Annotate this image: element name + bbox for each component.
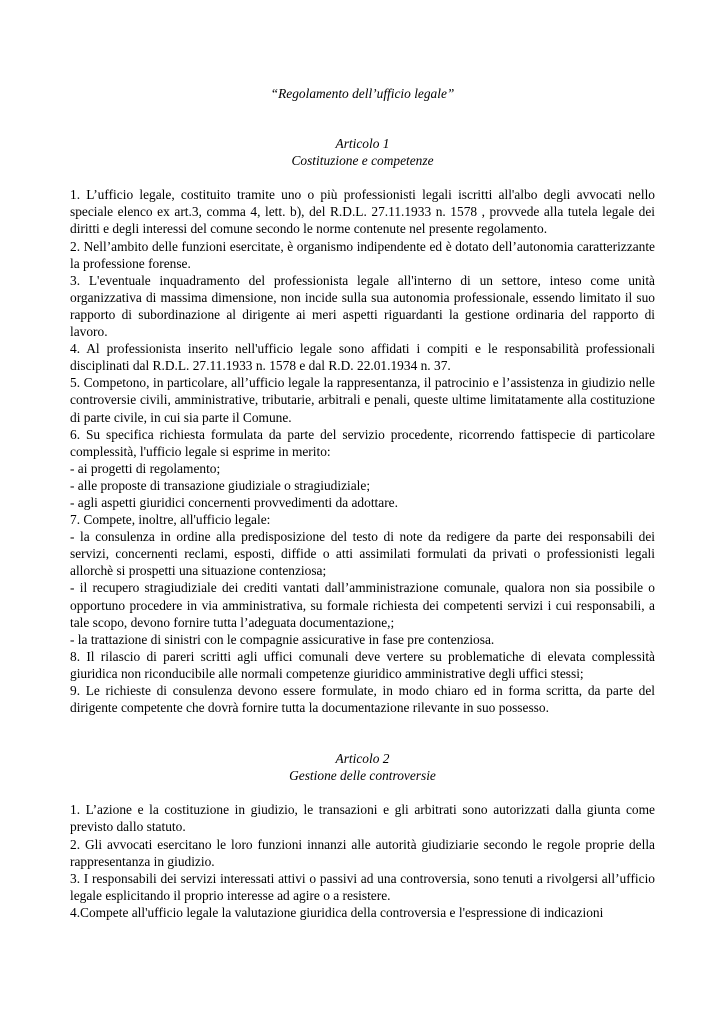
- document-page: [70, 85, 655, 921]
- paragraph: 8. Il rilascio di pareri scritti agli uffici comunali deve vertere su problematiche di elevata complessità giuridica non riconducibile alle normali competenze giuridico amministrative degli uffici stessi;: [70, 648, 655, 681]
- paragraph: 9. Le richieste di consulenza devono essere formulate, in modo chiaro ed in forma scritta, da parte del dirigente competente che dovrà fornire tutta la documentazione rilevante in suo possesso.: [70, 683, 655, 716]
- paragraph: 1. L’ufficio legale, costituito tramite uno o più professionisti legali iscritti all'albo degli avvocati nello speciale elenco ex art.3, comma 4, lett. b), del R.D.L. 27.11.1933 n. 1578 , provvede alla tutela legale dei diritti e degli interessi del comune secondo le norme contenute nel presente regolamento.: [70, 187, 655, 237]
- list-item: - la consulenza in ordine alla predisposizione del testo di note da redigere da parte dei responsabili dei servizi, concernenti reclami, esposti, diffide o atti assimilati formulati da privati o professionisti legali allorchè si prospetti una situazione contenziosa;: [70, 529, 655, 579]
- article-body: [70, 801, 655, 921]
- section-spacer: [70, 716, 655, 750]
- document-title: “Regolamento dell’ufficio legale”: [270, 86, 455, 101]
- list-item: - ai progetti di regolamento;: [70, 460, 221, 476]
- list-item: - alle proposte di transazione giudiziale o stragiudiziale;: [70, 477, 371, 493]
- paragraph: 1. L’azione e la costituzione in giudizio, le transazioni e gli arbitrati sono autorizzati dalla giunta come previsto dallo statuto.: [70, 802, 655, 835]
- article-1: [70, 135, 655, 716]
- paragraph: 3. L'eventuale inquadramento del professionista legale all'interno di un settore, inteso come unità organizzativa di massima dimensione, non incide sulla sua autonomia professionale, essendo limitato il suo rapporto di subordinazione al dirigente ai meri aspetti riguardanti la gestione ordinaria del rapporto di lavoro.: [70, 272, 655, 340]
- paragraph: 4. Al professionista inserito nell'ufficio legale sono affidati i compiti e le responsabilità professionali disciplinati dal R.D.L. 27.11.1933 n. 1578 e dal R.D. 22.01.1934 n. 37.: [70, 341, 655, 374]
- list-item: - agli aspetti giuridici concernenti provvedimenti da adottare.: [70, 494, 398, 510]
- article-2: [70, 750, 655, 921]
- paragraph: 3. I responsabili dei servizi interessati attivi o passivi ad una controversia, sono tenuti a rivolgersi all’ufficio legale esplicitando il proprio interesse ad agire o a resistere.: [70, 870, 655, 903]
- paragraph: 6. Su specifica richiesta formulata da parte del servizio procedente, ricorrendo fattispecie di particolare complessità, l'ufficio legale si esprime in merito:: [70, 426, 655, 459]
- paragraph: 7. Compete, inoltre, all'ufficio legale:: [70, 512, 271, 528]
- article-subheading: Gestione delle controversie: [289, 768, 436, 784]
- article-body: [70, 186, 655, 716]
- article-heading: Articolo 1: [335, 136, 390, 152]
- article-heading: Articolo 2: [335, 751, 390, 767]
- paragraph: 2. Nell’ambito delle funzioni esercitate, è organismo indipendente ed è dotato dell’autonomia caratterizzante la professione forense.: [70, 238, 655, 271]
- list-item: - il recupero stragiudiziale dei crediti vantati dall’amministrazione comunale, qualora non sia possibile o opportuno procedere in via amministrativa, su formale richiesta dei competenti servizi i cui responsabili, a tale scopo, devono fornire tutta l’adeguata documentazione,;: [70, 580, 655, 630]
- list-item: - la trattazione di sinistri con le compagnie assicurative in fase pre contenziosa.: [70, 631, 495, 647]
- paragraph: 5. Competono, in particolare, all’ufficio legale la rappresentanza, il patrocinio e l’assistenza in giudizio nelle controversie civili, amministrative, tributarie, arbitrali e penali, queste ultime limitatamente alla costituzione di parte civile, in cui sia parte il Comune.: [70, 375, 655, 425]
- article-subheading: Costituzione e competenze: [291, 153, 434, 169]
- paragraph: 4.Compete all'ufficio legale la valutazione giuridica della controversia e l'espressione di indicazioni: [70, 904, 604, 920]
- paragraph: 2. Gli avvocati esercitano le loro funzioni innanzi alle autorità giudiziarie secondo le regole proprie della rappresentanza in giudizio.: [70, 836, 655, 869]
